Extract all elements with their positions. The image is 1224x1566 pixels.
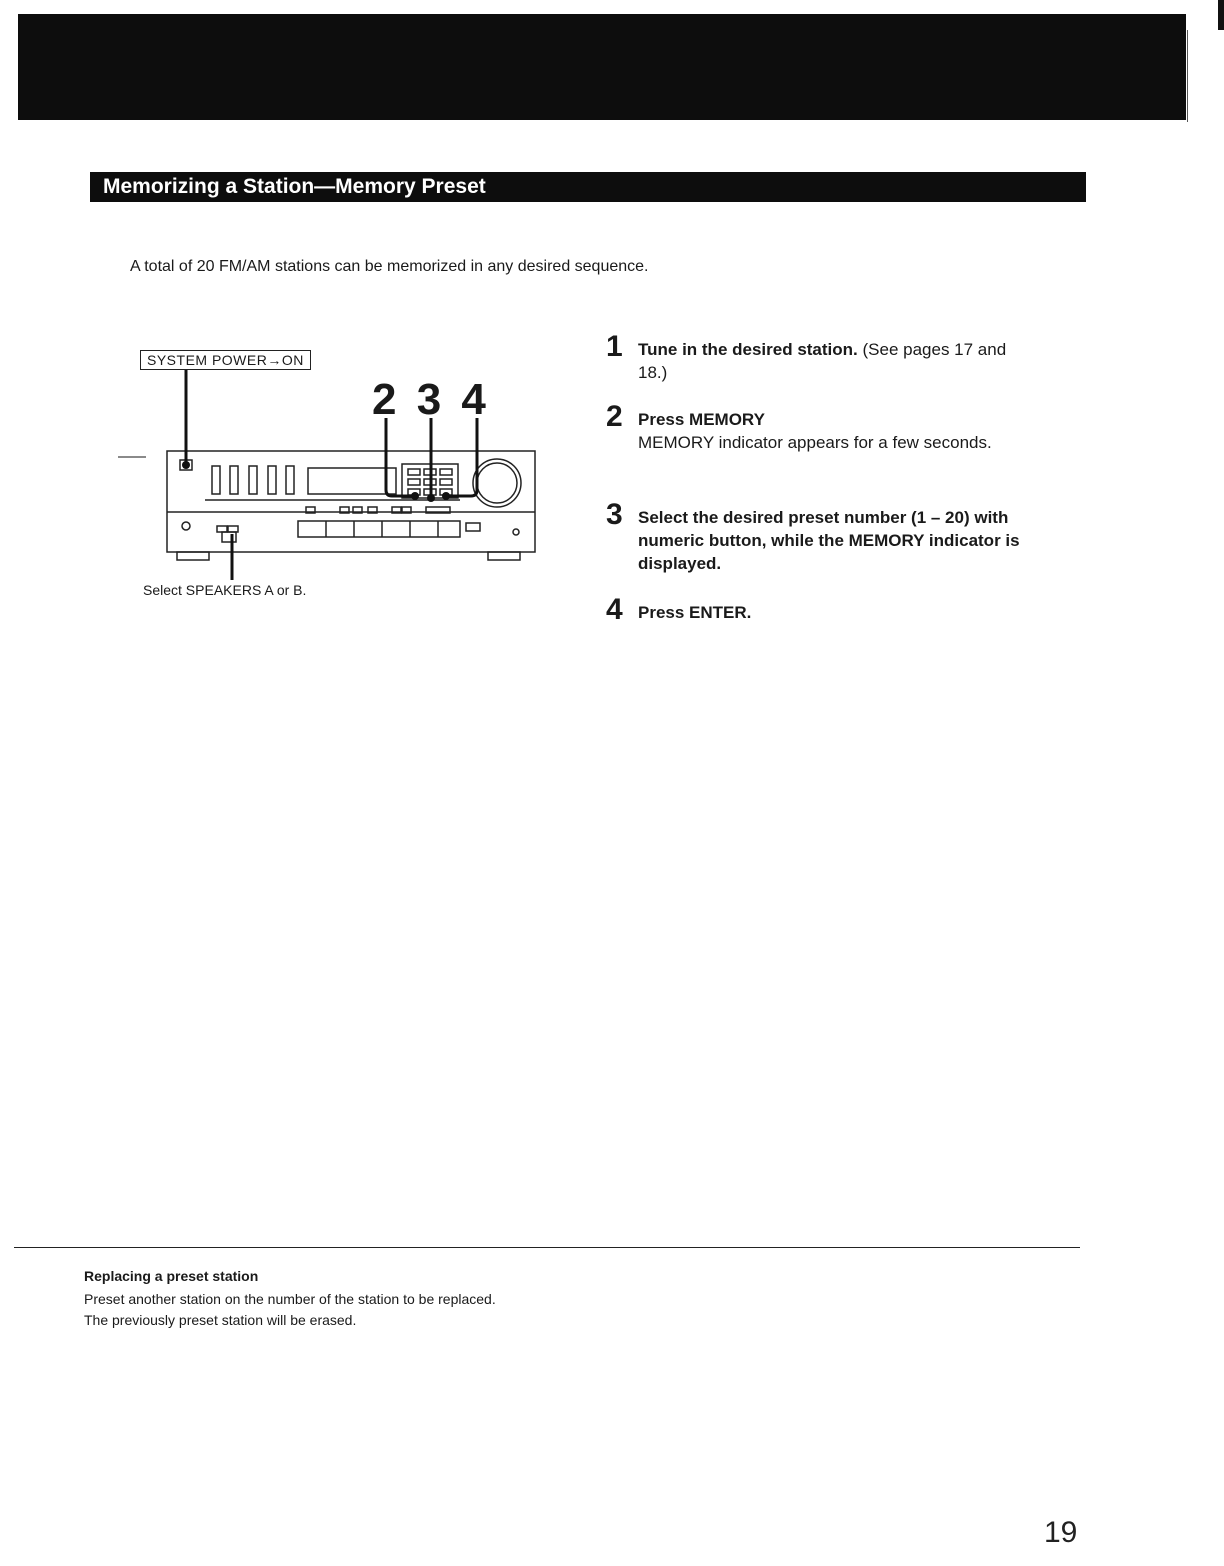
step-number: 1	[606, 330, 623, 363]
speaker-caption: Select SPEAKERS A or B.	[143, 582, 307, 598]
note-body: Preset another station on the number of the station to be replaced. The previously preset station will be erased.	[84, 1291, 496, 1328]
receiver-front-panel	[167, 451, 535, 560]
step-title: Select the desired preset number (1 – 20) with numeric button, while the MEMORY indicator is displayed.	[638, 508, 1020, 573]
diagram-step-numbers: 2 3 4	[372, 375, 490, 424]
page-number: 19	[1044, 1516, 1078, 1549]
step-text: (See pages 17 and 18.)	[638, 340, 1007, 382]
step-number: 4	[606, 593, 623, 626]
step-2	[606, 400, 1026, 454]
step-4	[606, 593, 1026, 626]
intro-text: A total of 20 FM/AM stations can be memorized in any desired sequence.	[130, 258, 649, 275]
step-number: 3	[606, 498, 623, 531]
section-title: Memorizing a Station—Memory Preset	[103, 175, 486, 198]
edge-line	[1187, 30, 1188, 122]
header-band	[18, 14, 1186, 120]
divider	[14, 1247, 1080, 1248]
step-number: 2	[606, 400, 623, 433]
step-text: MEMORY indicator appears for a few seconds.	[638, 433, 992, 452]
step-3	[606, 498, 1026, 575]
step-title: Tune in the desired station.	[638, 340, 858, 359]
edge-mark	[1218, 0, 1224, 30]
system-power-label: SYSTEM POWER→ON	[140, 350, 311, 370]
note-title: Replacing a preset station	[84, 1268, 259, 1284]
step-1	[606, 330, 1026, 384]
step-title: Press MEMORY	[638, 410, 765, 429]
step-title: Press ENTER.	[638, 603, 752, 622]
